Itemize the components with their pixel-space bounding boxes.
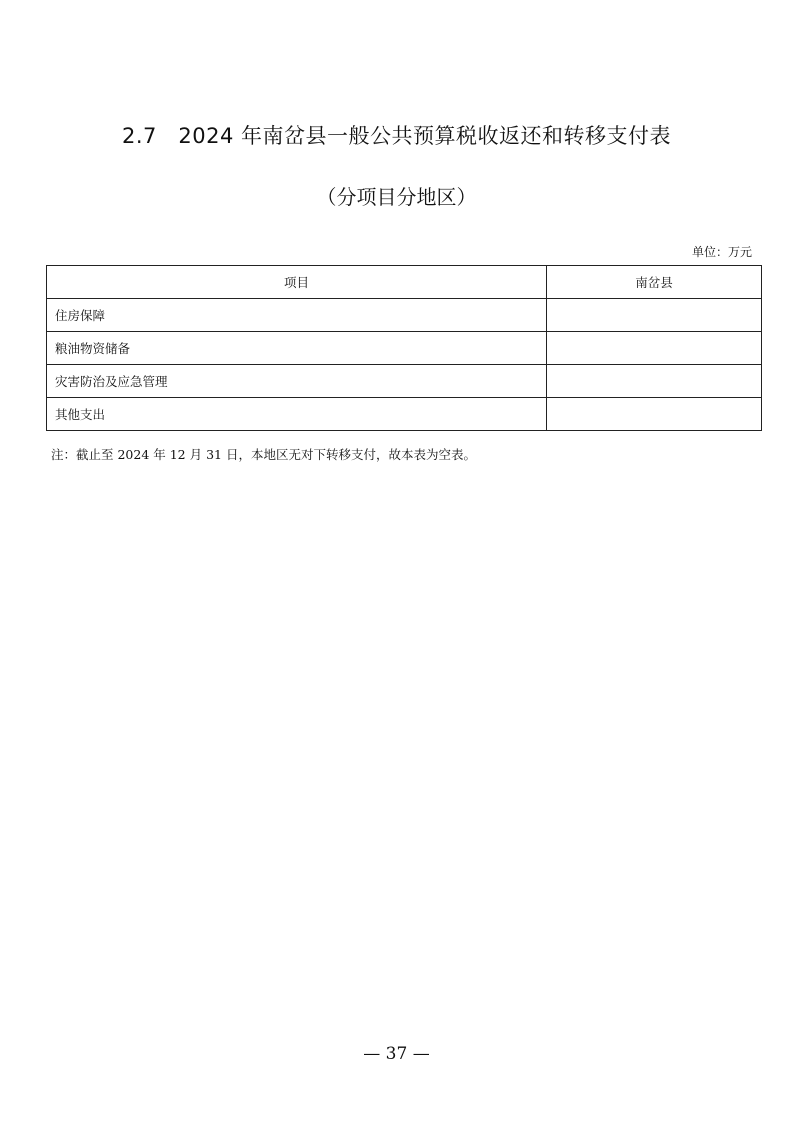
header-region: 南岔县 (547, 266, 762, 299)
page-subtitle: （分项目分地区） (316, 185, 477, 209)
row-value (547, 365, 762, 398)
row-label: 灾害防治及应急管理 (47, 365, 547, 398)
row-label: 粮油物资储备 (47, 332, 547, 365)
row-label: 住房保障 (47, 299, 547, 332)
header-item: 项目 (47, 266, 547, 299)
row-value (547, 398, 762, 431)
row-label: 其他支出 (47, 398, 547, 431)
table-row (47, 365, 762, 398)
transfer-payment-table (46, 265, 762, 431)
row-value (547, 299, 762, 332)
table-header-row (47, 266, 762, 299)
table-row (47, 299, 762, 332)
page-title: 2.7 2024 年南岔县一般公共预算税收返还和转移支付表 (121, 124, 671, 148)
table-note: 注：截止至 2024 年 12 月 31 日，本地区无对下转移支付，故本表为空表。 (51, 447, 476, 462)
table-row (47, 398, 762, 431)
table-row (47, 332, 762, 365)
row-value (547, 332, 762, 365)
page-number: — 37 — (363, 1044, 430, 1064)
unit-label: 单位：万元 (691, 245, 752, 259)
